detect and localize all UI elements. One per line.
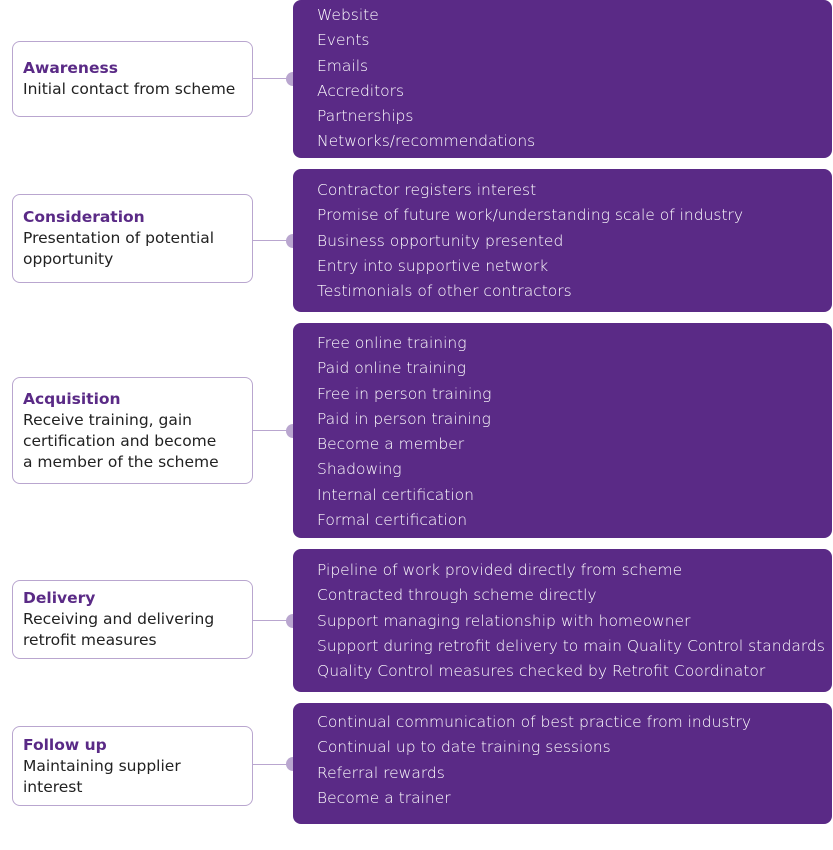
list-item: Business opportunity presented [317,231,564,250]
list-item: Become a member [317,435,465,454]
stage-subtitle: Maintaining supplier interest [23,756,181,796]
list-item: Continual up to date training sessions [317,738,611,757]
list-item: Events [317,31,370,50]
list-item: Internal certification [317,485,474,504]
stage-title: Awareness [23,59,118,77]
list-item: Emails [317,56,369,75]
stage-title: Acquisition [23,389,121,408]
stage-subtitle: Presentation of potential opportunity [23,229,215,268]
list-item: Entry into supportive network [317,256,549,275]
list-item: Contracted through scheme directly [317,586,597,605]
stage-label-box-acquisition [12,377,253,484]
stage-label-box-consideration [12,194,253,283]
stage-subtitle: Receive training, gain certification and become a member of the scheme [23,410,219,471]
list-item: Become a trainer [317,788,451,807]
stage-items-box-follow-up [293,703,832,824]
stage-items-box-awareness [293,0,832,158]
list-item: Website [317,6,379,24]
list-item: Referral rewards [317,763,445,782]
stage-title: Delivery [23,589,96,607]
stage-title: Consideration [23,208,145,226]
stage-items-box-acquisition [293,323,832,538]
stage-label-box-delivery [12,580,253,659]
list-item: Contractor registers interest [317,181,537,199]
list-item: Support managing relationship with homeowner [317,611,691,630]
list-item: Free in person training [317,384,492,403]
list-item: Quality Control measures checked by Retrofit Coordinator [317,662,766,681]
list-item: Testimonials of other contractors [317,282,572,301]
stage-label-box-follow-up [12,726,253,806]
list-item: Free online training [317,334,467,352]
list-item: Networks/recommendations [317,132,536,151]
list-item: Paid in person training [317,409,491,428]
list-item: Support during retrofit delivery to main Quality Control standards [317,636,825,655]
list-item: Pipeline of work provided directly from scheme [317,561,683,579]
stage-subtitle: Receiving and delivering retrofit measures [23,610,215,649]
list-item: Accreditors [317,81,405,100]
list-item: Continual communication of best practice from industry [317,713,752,731]
list-item: Formal certification [317,511,468,530]
stage-title: Follow up [23,735,107,754]
list-item: Paid online training [317,359,466,378]
list-item: Promise of future work/understanding scale of industry [317,206,744,225]
stage-items-box-consideration [293,169,832,312]
list-item: Shadowing [317,460,402,479]
list-item: Partnerships [317,107,414,126]
stage-items-box-delivery [293,549,832,692]
stage-label-box-awareness [12,41,253,117]
stage-subtitle: Initial contact from scheme [23,80,236,98]
